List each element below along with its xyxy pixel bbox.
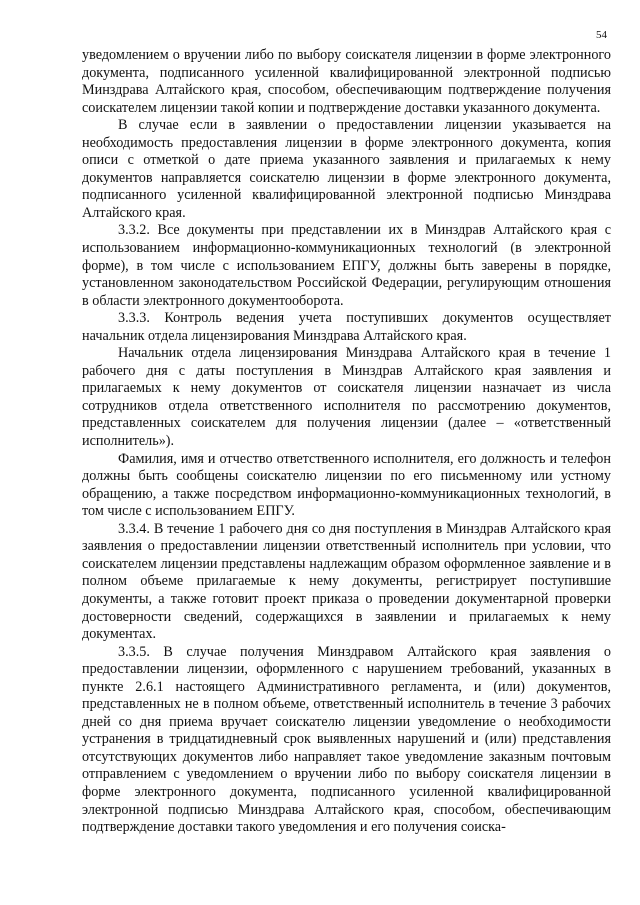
paragraph: 3.3.4. В течение 1 рабочего дня со дня поступления в Минздрав Алтайского края заявления о предоставлении лицензии ответственный исполнитель при условии, что соискателем лицензии представлены надлежащим образом оформленное заявление и в полном объеме прилагаемые к нему документы, регистрирует поступившие документы, а также готовит проект приказа о проведении документарной проверки достоверности сведений, содержащихся в заявлении и прилагаемых к нему документах. xyxy=(82,520,611,643)
paragraph: 3.3.3. Контроль ведения учета поступивших документов осуществляет начальник отдела лицензирования Минздрава Алтайского края. xyxy=(82,310,611,344)
page-number: 54 xyxy=(596,29,607,41)
paragraph: 3.3.5. В случае получения Минздравом Алтайского края заявления о предоставлении лицензии, оформленного с нарушением требований, указанных в пункте 2.6.1 настоящего Административного регламента, и (или) документов, представленных не в полном объеме, ответственный исполнитель в течение 3 рабочих дней со дня приема вручает соискателю лицензии уведомление о необходимости устранения в тридцатидневный срок выявленных нарушений и (или) представления отсутствующих документов либо направляет такое уведомление заказным почтовым отправлением с уведомлением о вручении либо по выбору соискателя лицензии в форме электронного документа, подписанного усиленной квалифицированной электронной подписью Минздрава Алтайского края, способом, обеспечивающим подтверждение доставки такого уведомления и его получения соиска- xyxy=(82,643,611,836)
paragraph: Фамилия, имя и отчество ответственного исполнителя, его должность и телефон должны быть сообщены соискателю лицензии по его письменному или устному обращению, а также посредством информационно-коммуникационных технологий, в том числе с использованием ЕПГУ. xyxy=(82,450,611,520)
paragraph: уведомлением о вручении либо по выбору соискателя лицензии в форме электронного документа, подписанного усиленной квалифицированной электронной подписью Минздрава Алтайского края, способом, обеспечивающим подтверждение получения соискателем лицензии такой копии и подтверждение доставки указанного документа. xyxy=(82,47,611,116)
paragraph: 3.3.2. Все документы при представлении их в Минздрав Алтайского края с использованием информационно-коммуникационных технологий (в электронной форме), в том числе с использованием ЕПГУ, должны быть заверены в порядке, установленном законодательством Российской Федерации, регулирующим отношения в области электронного документооборота. xyxy=(82,222,611,309)
paragraph: В случае если в заявлении о предоставлении лицензии указывается на необходимость предоставления лицензии в форме электронного документа, копия описи с отметкой о дате приема указанного заявления и прилагаемых к нему документов направляется соискателю лицензии в форме электронного документа, подписанного усиленной квалифицированной электронной подписью Минздрава Алтайского края. xyxy=(82,117,611,221)
body-text xyxy=(82,47,611,837)
paragraph: Начальник отдела лицензирования Минздрава Алтайского края в течение 1 рабочего дня с даты поступления в Минздрав Алтайского края заявления и прилагаемых к нему документов от соискателя лицензии назначает из числа сотрудников отдела ответственного исполнителя по рассмотрению документов, представленных соискателем для получения лицензии (далее – «ответственный исполнитель»). xyxy=(82,345,611,450)
